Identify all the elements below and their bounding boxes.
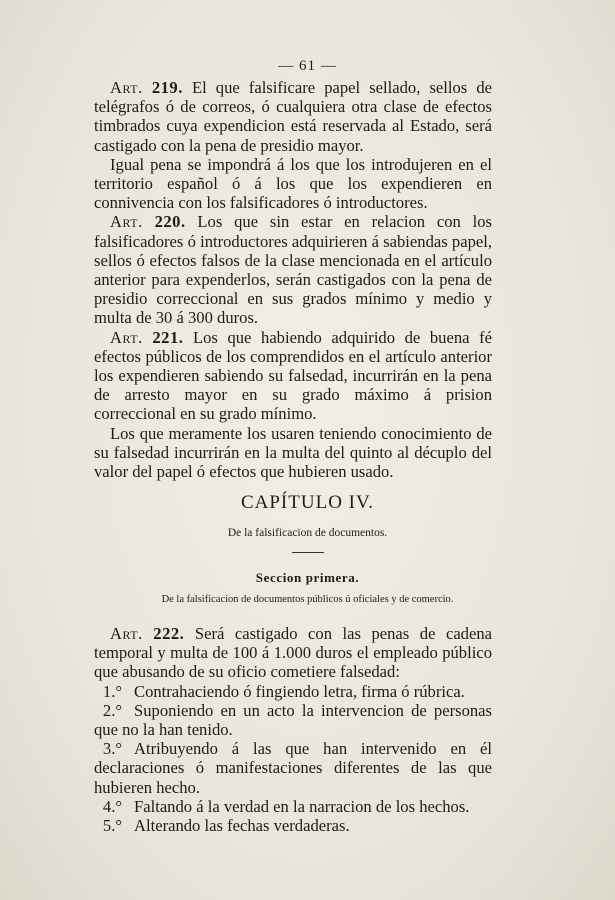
article-label: Art. (110, 78, 143, 97)
list-item-text: Suponiendo en un acto la intervencion de personas que no la han tenido. (94, 700, 492, 740)
article-label: Art. (110, 212, 143, 232)
article-221-paragraph-2: Los que meramente los usaren teniendo conocimiento de su falsedad incurrirán en la multa del quinto al décuplo del valor del papel ó efectos que hubieren usado. (94, 423, 492, 482)
list-item-number: 4.° (102, 796, 122, 816)
list-item-text: Alterando las fechas verdaderas. (134, 816, 350, 836)
divider (292, 552, 324, 553)
list-item (94, 701, 492, 739)
list-item (94, 816, 492, 835)
article-label: Art. (110, 327, 143, 347)
article-number: 219. (151, 78, 183, 97)
article-222-block (94, 624, 492, 835)
article-219 (94, 78, 492, 155)
list-item-number: 2.° (102, 700, 122, 720)
list-item-text: Atribuyendo á las que han intervenido en él declaraciones ó manifestaciones diferentes de las que hubieren hecho. (94, 739, 492, 797)
article-number: 222. (153, 624, 185, 643)
article-text: Será castigado con las penas de cadena temporal y multa de 100 á 1.000 duros el empleado público que abusando de su oficio cometiere falsedad: (94, 624, 493, 682)
article-222 (94, 624, 492, 682)
list-item (94, 682, 492, 701)
section-title: Seccion primera. (255, 570, 360, 585)
article-number: 221. (152, 327, 184, 347)
chapter-subtitle: De la falsificacion de documentos. (227, 527, 388, 539)
list-item-number: 5.° (102, 816, 122, 836)
article-text: Los que sin estar en relacion con los falsificadores ó introductores adquirieren á sabiendas papel, sellos ó efectos falsos de la clase mencionada en el artículo anterior para expenderlos, serán castigados con la pena de presidio correccional en sus grados mínimo y medio y multa de 30 á 300 duros. (94, 212, 493, 328)
list-item-number: 1.° (102, 681, 122, 701)
section-subtitle: De la falsificacion de documentos públicos ú oficiales y de comercio. (161, 594, 454, 605)
page-number: — 61 — (278, 58, 337, 74)
article-text: Los que habiendo adquirido de buena fé efectos públicos de los comprendidos en el artículo anterior los expendieren sabiendo su falsedad, incurrirán en la pena de arresto mayor en su grado máximo á prision correccional en su grado mínimo. (94, 327, 492, 424)
article-label: Art. (110, 624, 143, 643)
article-text: El que falsificare papel sellado, sellos de telégrafos ó de correos, ó cualquiera otra clase de efectos timbrados cuya expendicion está reservada al Estado, será castigado con la pena de presidio mayor. (94, 78, 492, 155)
list-item-text: Faltando á la verdad en la narracion de los hechos. (134, 796, 470, 816)
list-item-number: 3.° (102, 739, 122, 759)
article-219-220-221 (94, 78, 492, 481)
list-item-text: Contrahaciendo ó fingiendo letra, firma ó rúbrica. (134, 681, 465, 701)
article-221 (94, 328, 492, 424)
article-220 (94, 212, 492, 327)
list-item (94, 797, 492, 816)
article-219-paragraph-2: Igual pena se impondrá á los que los introdujeren en el territorio español ó á los que los expendieren en connivencia con los falsificadores ó introductores. (94, 154, 492, 213)
chapter-title: CAPÍTULO IV. (240, 492, 375, 513)
list-item (94, 739, 492, 797)
article-number: 220. (154, 212, 186, 232)
